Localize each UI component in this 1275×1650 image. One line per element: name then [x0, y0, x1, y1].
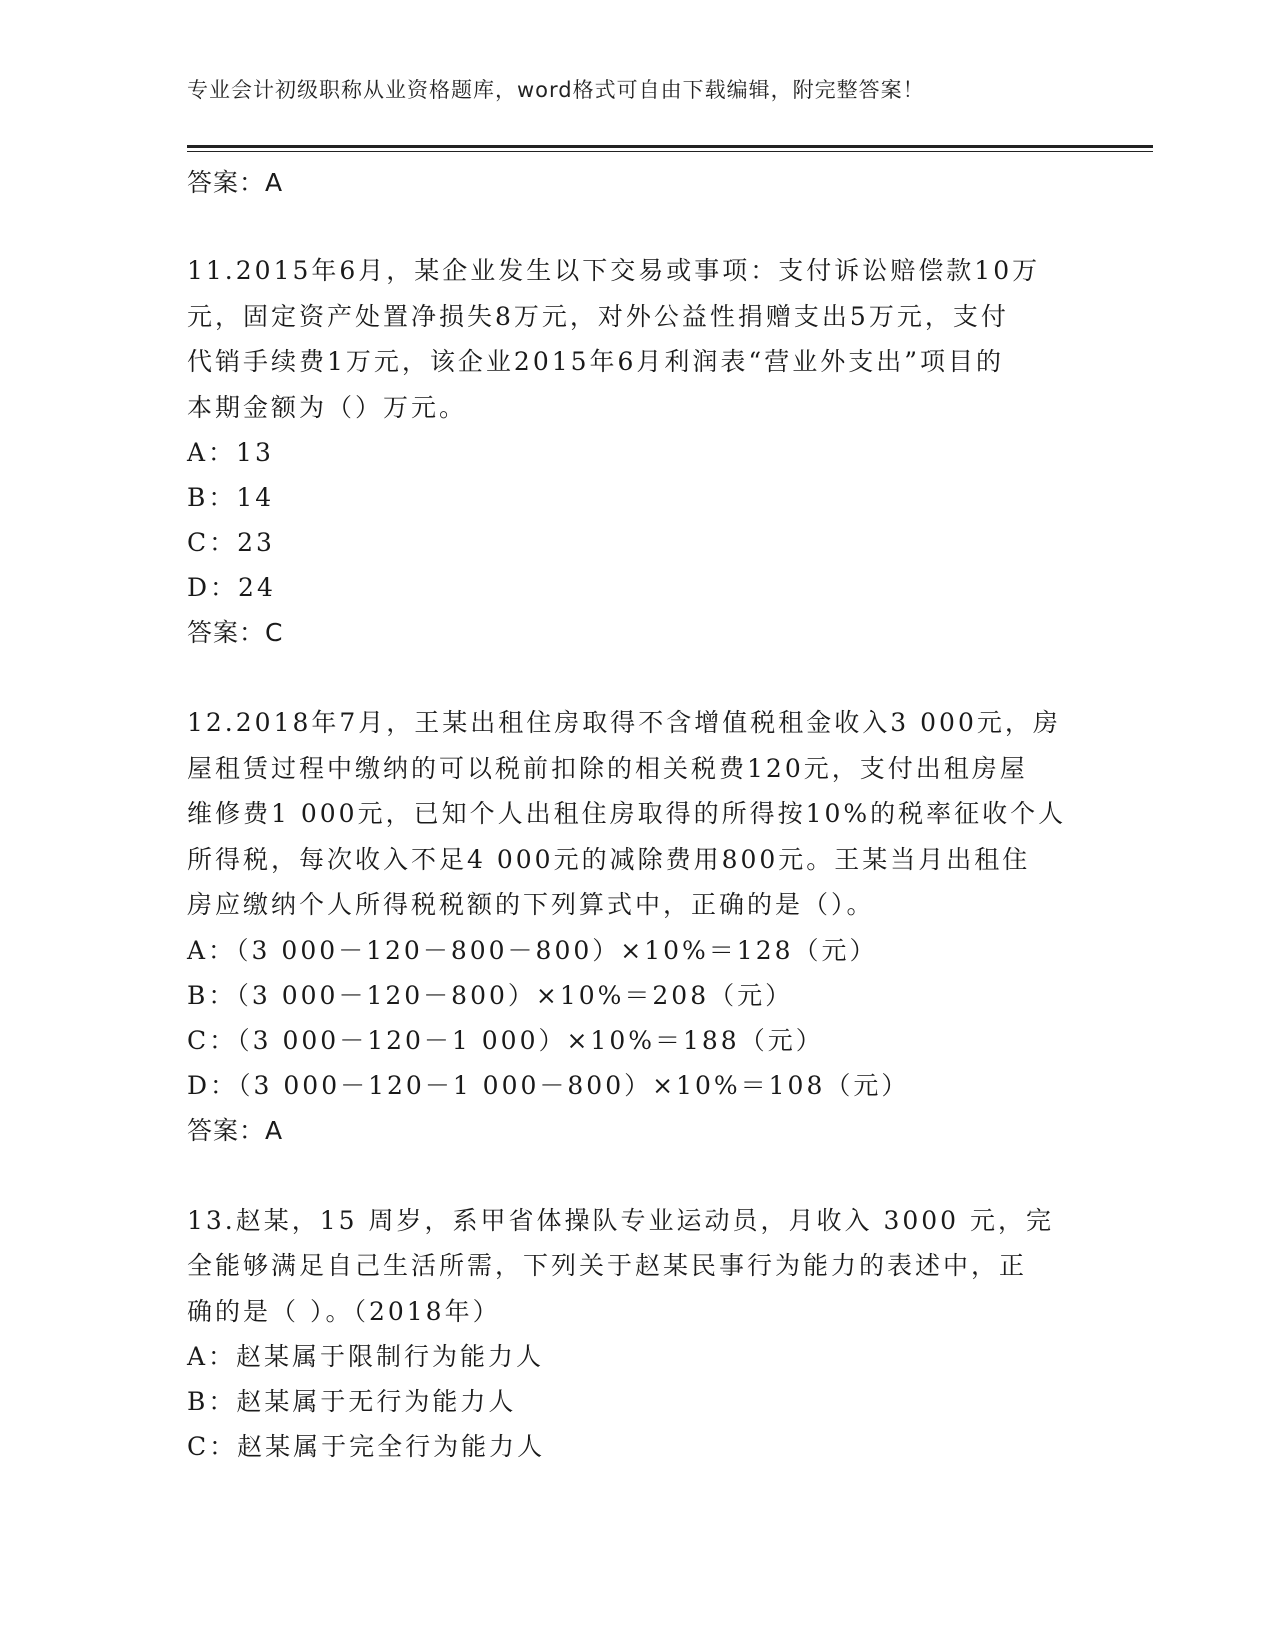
option-b: B：赵某属于无行为能力人 [187, 1387, 517, 1416]
question-stem [187, 1198, 1087, 1335]
page-header: 专业会计初级职称从业资格题库，word格式可自由下载编辑，附完整答案！ [187, 78, 925, 102]
stem-line: 11.2015年6月，某企业发生以下交易或事项：支付诉讼赔偿款10万 [187, 256, 1041, 285]
option-b: B：（3 000－120－800）×10%＝208（元） [187, 980, 794, 1010]
option-a: A：13 [187, 438, 274, 467]
question-content [187, 160, 1087, 1469]
answer: 答案：A [187, 1115, 284, 1145]
stem-line: 代销手续费1万元，该企业2015年6月利润表“营业外支出”项目的 [187, 347, 1004, 376]
stem-line: 本期金额为（）万元。 [187, 392, 468, 422]
previous-answer: 答案：A [187, 168, 284, 197]
option-d: D：24 [187, 573, 276, 602]
question-stem [187, 700, 1087, 928]
stem-line: 元，固定资产处置净损失8万元，对外公益性捐赠支出5万元，支付 [187, 301, 1009, 331]
stem-line: 所得税，每次收入不足4 000元的减除费用800元。王某当月出租住 [187, 844, 1031, 874]
option-d: D：（3 000－120－1 000－800）×10%＝108（元） [187, 1070, 910, 1100]
stem-line: 维修费1 000元，已知个人出租住房取得的所得按10%的税率征收个人 [187, 799, 1067, 828]
spacer [187, 655, 1087, 700]
option-c: C：赵某属于完全行为能力人 [187, 1432, 546, 1461]
option-a: A：赵某属于限制行为能力人 [187, 1342, 545, 1371]
header-rule-thin [187, 151, 1153, 152]
option-a: A：（3 000－120－800－800）×10%＝128（元） [187, 935, 878, 965]
option-c: C：23 [187, 528, 275, 557]
spacer [187, 1153, 1087, 1198]
answer: 答案：C [187, 618, 284, 647]
stem-line: 全能够满足自己生活所需，下列关于赵某民事行为能力的表述中，正 [187, 1251, 1028, 1280]
question-stem [187, 248, 1087, 430]
option-c: C：（3 000－120－1 000）×10%＝188（元） [187, 1025, 824, 1055]
stem-line: 房应缴纳个人所得税税额的下列算式中，正确的是（）。 [187, 890, 875, 919]
option-b: B：14 [187, 483, 275, 512]
stem-line: 屋租赁过程中缴纳的可以税前扣除的相关税费120元，支付出租房屋 [187, 753, 1028, 783]
question-13 [187, 1198, 1087, 1470]
stem-line: 12.2018年7月，王某出租住房取得不含增值税租金收入3 000元，房 [187, 708, 1061, 737]
stem-line: 确的是（ ）。（2018年） [187, 1296, 501, 1326]
question-12 [187, 700, 1087, 1153]
question-11 [187, 248, 1087, 655]
header-rule-thick [187, 145, 1153, 148]
stem-line: 13.赵某，15 周岁，系甲省体操队专业运动员，月收入 3000 元，完 [187, 1205, 1055, 1235]
